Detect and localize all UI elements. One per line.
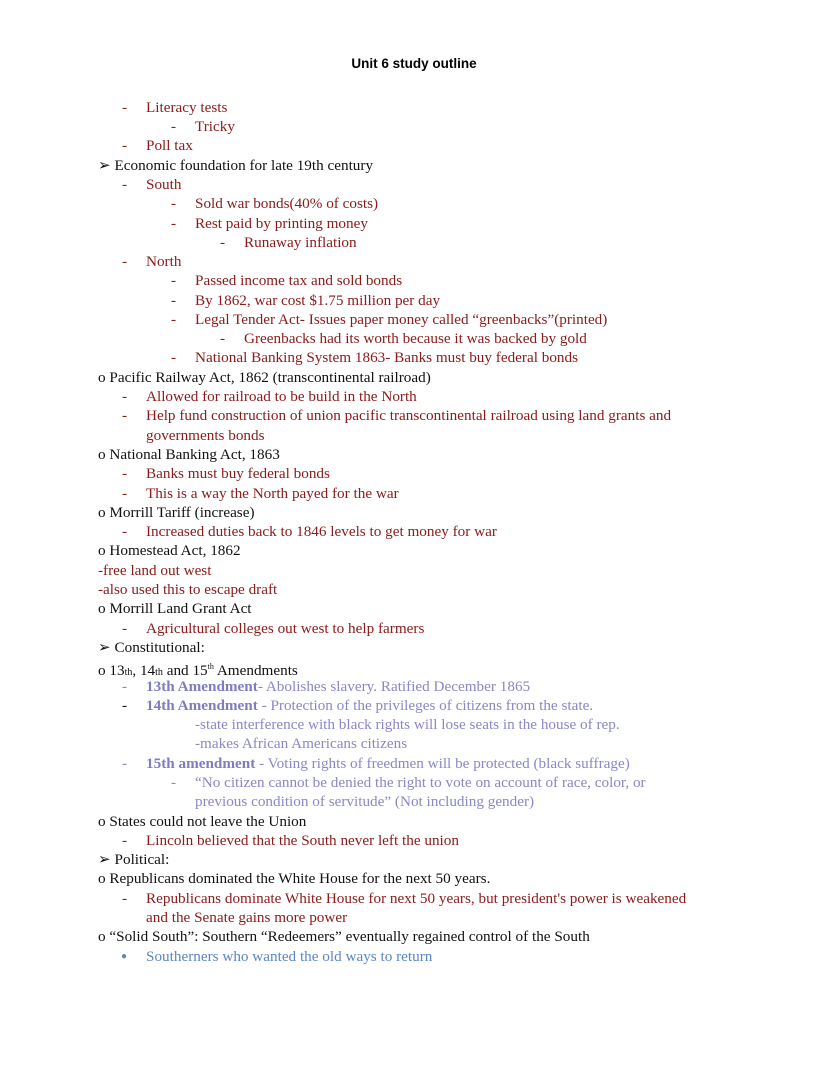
dash-marker: - (171, 774, 177, 791)
dash-marker: - (171, 311, 177, 328)
outline-item: -free land out west (98, 562, 212, 579)
dash-marker: - (220, 234, 226, 251)
dash-marker: - (122, 407, 128, 424)
outline-item: North (146, 253, 182, 270)
dash-marker: - (122, 523, 128, 540)
outline-item: “No citizen cannot be denied the right to vote on account of race, color, or (195, 774, 646, 791)
outline-item: Rest paid by printing money (195, 215, 368, 232)
outline-item: -also used this to escape draft (98, 581, 278, 598)
dash-marker: - (171, 215, 177, 232)
outline-item: Passed income tax and sold bonds (195, 272, 403, 289)
dash-marker: - (122, 485, 128, 502)
dash-marker: - (122, 388, 128, 405)
outline-item: Poll tax (146, 137, 193, 154)
outline-item: Republicans dominate White House for next 50 years, but president's power is weakened (146, 890, 687, 907)
outline-item-continued: previous condition of servitude” (Not including gender) (195, 793, 535, 810)
section-heading: o “Solid South”: Southern “Redeemers” eventually regained control of the South (98, 928, 590, 945)
outline-item: Legal Tender Act- Issues paper money called “greenbacks”(printed) (195, 311, 608, 328)
bullet-icon: ● (121, 951, 128, 962)
dash-marker: - (122, 137, 128, 154)
outline-item: Allowed for railroad to be build in the North (146, 388, 417, 405)
section-heading: ➢ Political: (98, 851, 170, 868)
amendment-15: 15th amendment - Voting rights of freedmen will be protected (black suffrage) (146, 755, 630, 772)
outline-item: Agricultural colleges out west to help farmers (146, 620, 425, 637)
section-heading: o 13th, 14th and 15th Amendments (98, 662, 298, 680)
outline-item: By 1862, war cost $1.75 million per day (195, 292, 441, 309)
outline-item: Tricky (195, 118, 235, 135)
dash-marker: - (171, 272, 177, 289)
outline-item-continued: governments bonds (146, 427, 265, 444)
section-heading: o National Banking Act, 1863 (98, 446, 280, 463)
outline-item: Southerners who wanted the old ways to return (146, 948, 433, 965)
dash-marker: - (171, 195, 177, 212)
outline-item: National Banking System 1863- Banks must buy federal bonds (195, 349, 579, 366)
dash-marker: - (122, 832, 128, 849)
dash-marker: - (220, 330, 226, 347)
outline-item-continued: and the Senate gains more power (146, 909, 348, 926)
dash-marker: - (122, 253, 128, 270)
dash-marker: - (122, 890, 128, 907)
outline-item: Increased duties back to 1846 levels to get money for war (146, 523, 497, 540)
amendment-13: 13th Amendment- Abolishes slavery. Ratified December 1865 (146, 678, 531, 695)
section-heading: ➢ Economic foundation for late 19th century (98, 157, 374, 174)
section-heading: o Morrill Tariff (increase) (98, 504, 255, 521)
section-heading: o Republicans dominated the White House for the next 50 years. (98, 870, 491, 887)
dash-marker: - (122, 99, 128, 116)
outline-item: Greenbacks had its worth because it was backed by gold (244, 330, 587, 347)
section-heading: ➢ Constitutional: (98, 639, 205, 656)
outline-item: Literacy tests (146, 99, 228, 116)
outline-item: Lincoln believed that the South never left the union (146, 832, 459, 849)
section-heading: o Pacific Railway Act, 1862 (transcontinental railroad) (98, 369, 431, 386)
section-heading: o Morrill Land Grant Act (98, 600, 252, 617)
dash-marker: - (122, 176, 128, 193)
section-heading: o Homestead Act, 1862 (98, 542, 241, 559)
page-title: Unit 6 study outline (351, 56, 477, 71)
dash-marker: - (122, 697, 128, 714)
outline-item: -makes African Americans citizens (195, 735, 408, 752)
outline-item: This is a way the North payed for the war (146, 485, 399, 502)
dash-marker: - (122, 678, 128, 695)
section-heading: o States could not leave the Union (98, 813, 307, 830)
dash-marker: - (171, 118, 177, 135)
outline-item: -state interference with black rights will lose seats in the house of rep. (195, 716, 620, 733)
dash-marker: - (122, 755, 128, 772)
dash-marker: - (122, 620, 128, 637)
outline-item: Runaway inflation (244, 234, 357, 251)
dash-marker: - (171, 292, 177, 309)
amendment-14: 14th Amendment - Protection of the privileges of citizens from the state. (146, 697, 594, 714)
outline-item: South (146, 176, 182, 193)
outline-item: Banks must buy federal bonds (146, 465, 330, 482)
outline-item: Help fund construction of union pacific transcontinental railroad using land grants and (146, 407, 672, 424)
dash-marker: - (122, 465, 128, 482)
dash-marker: - (171, 349, 177, 366)
outline-item: Sold war bonds(40% of costs) (195, 195, 379, 212)
